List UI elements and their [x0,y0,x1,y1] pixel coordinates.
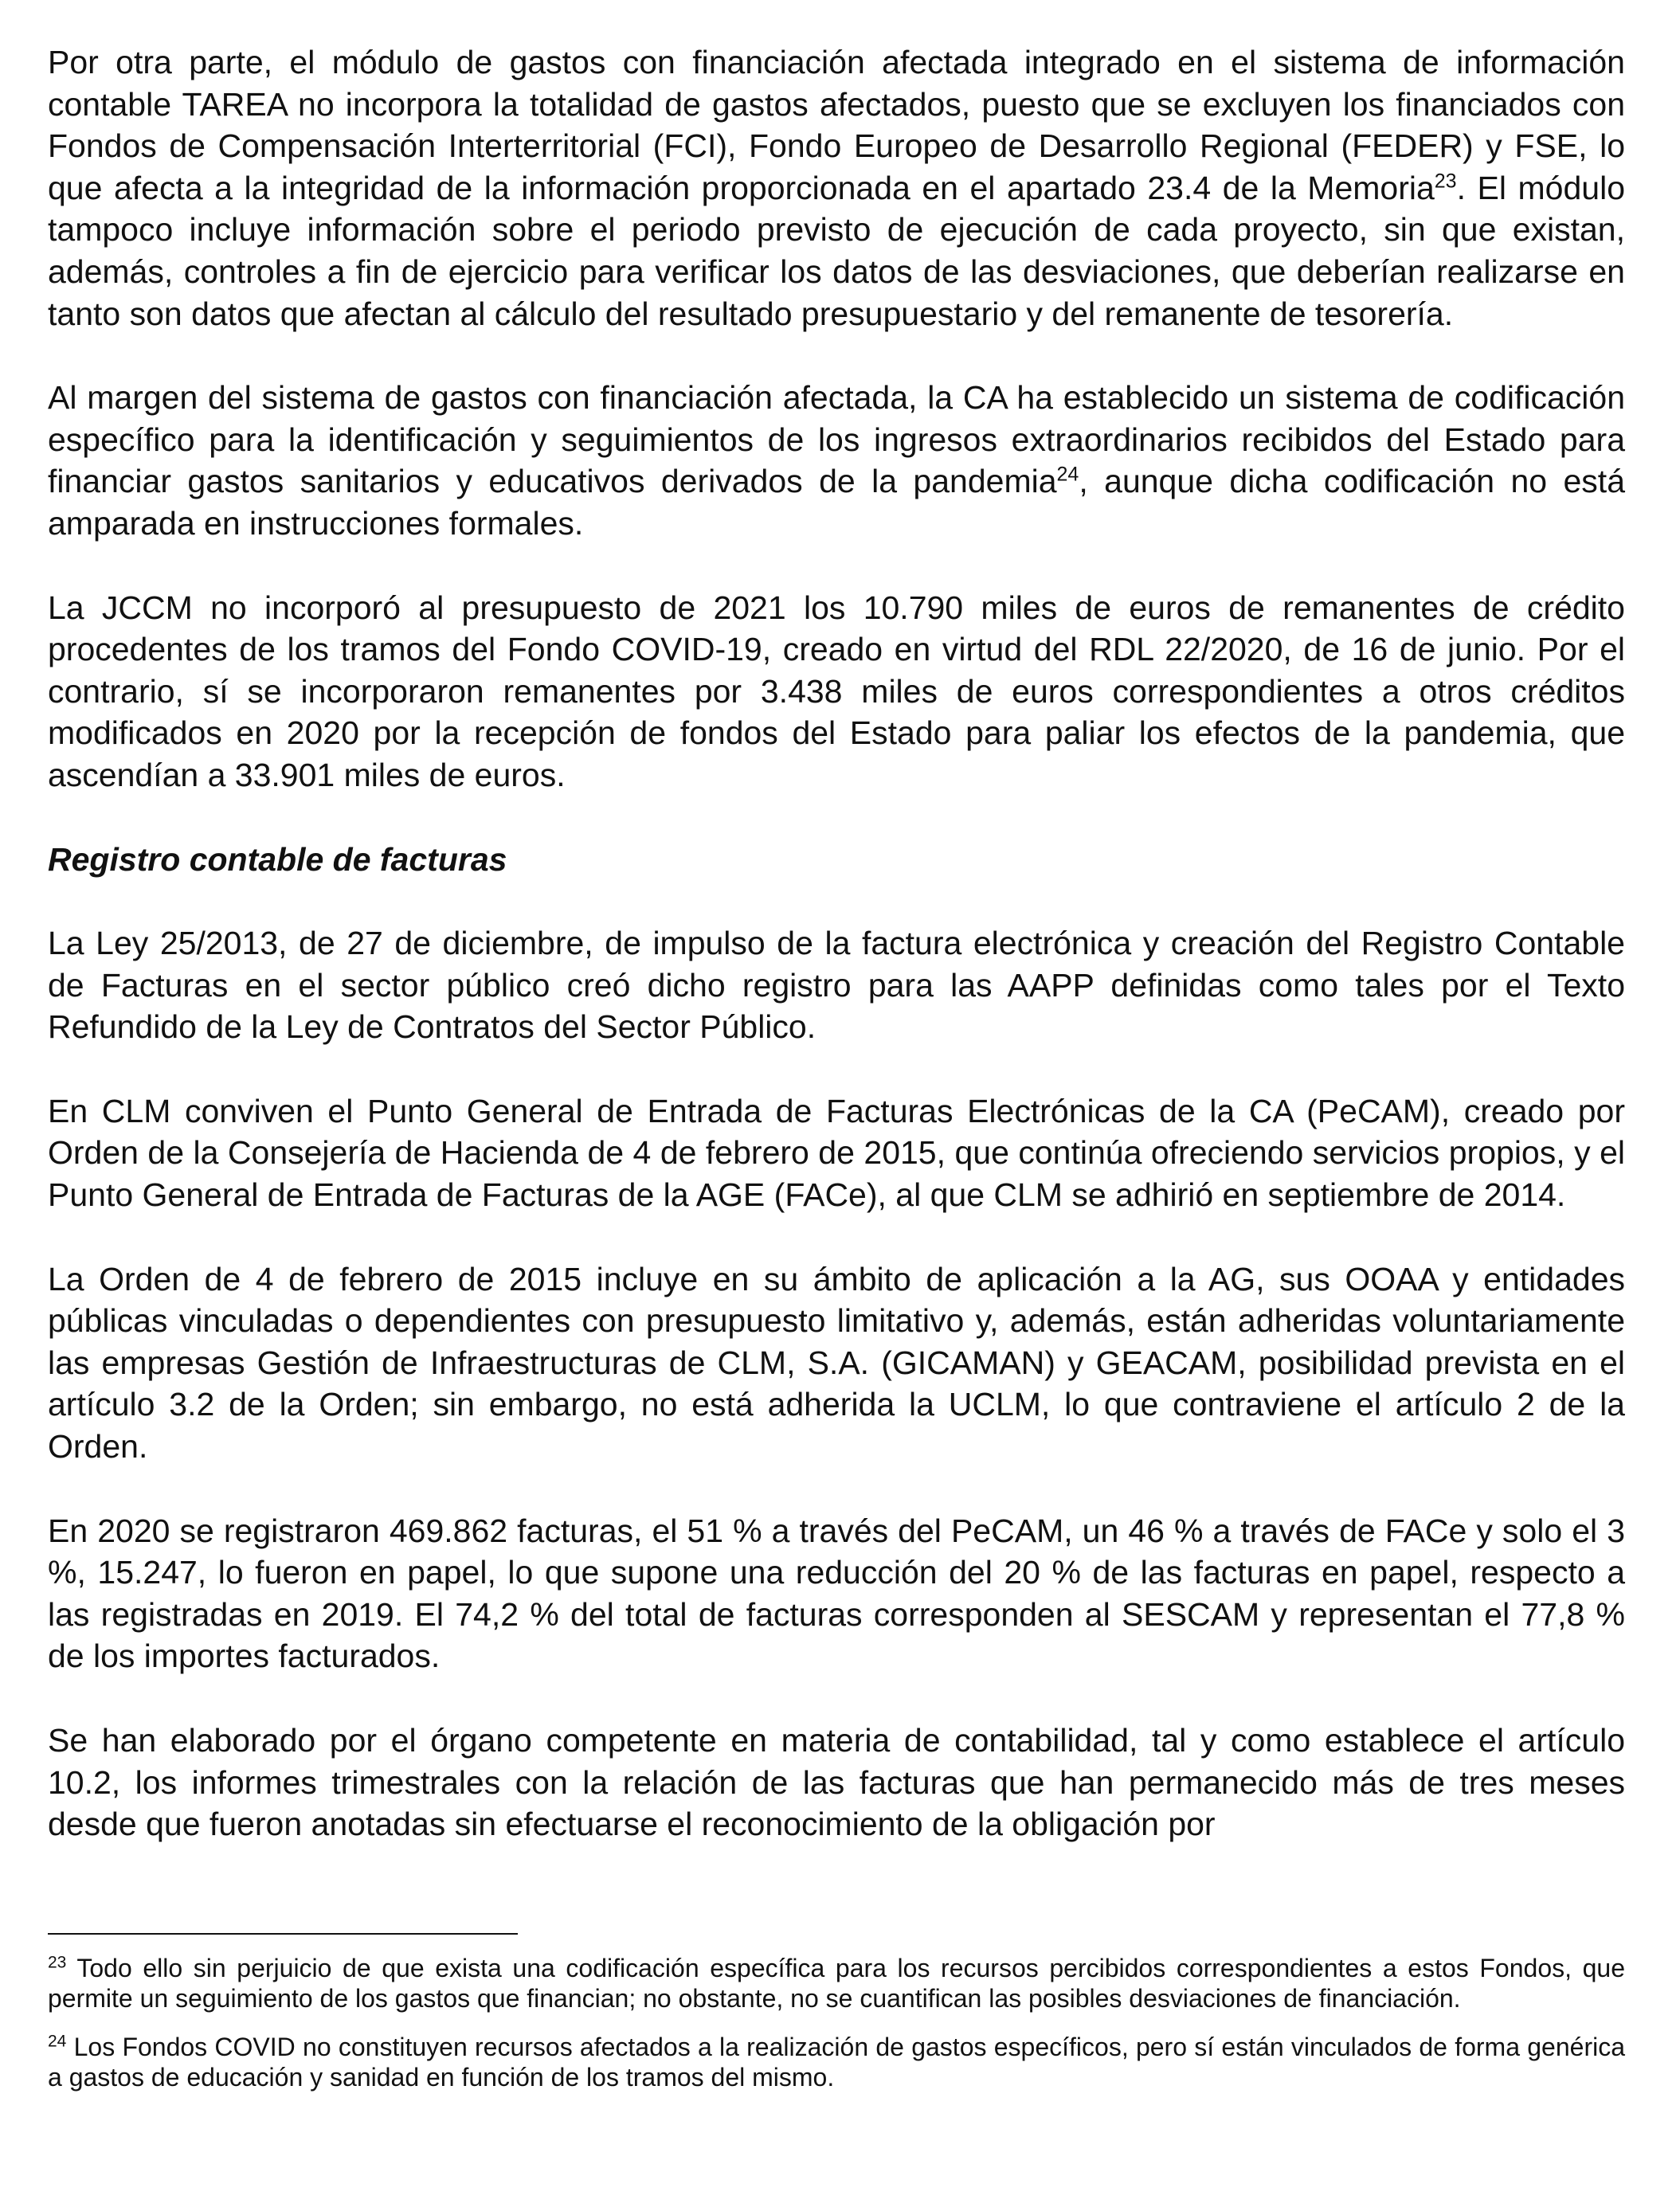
paragraph-codification [48,377,1625,544]
paragraph-invoice-stats: En 2020 se registraron 469.862 facturas, el 51 % a través del PeCAM, un 46 % a través de FACe y solo el 3 %, 15.247, lo fueron en papel, lo que supone una reducción del 20 % de las facturas en papel, respecto a las registradas en 2019. El 74,2 % del total de facturas corresponden al SESCAM y representan el 77,8 % de los importes facturados. [48,1512,1625,1675]
footnote-ref-23[interactable]: 23 [1434,170,1457,193]
footnotes [48,1954,1625,2111]
footnote-ref-24[interactable]: 24 [1056,463,1079,486]
footnote-number: 23 [48,1953,67,1972]
section-heading: Registro contable de facturas [48,840,507,878]
document-body [48,41,1625,1888]
footnote-number: 24 [48,2032,67,2051]
paragraph-orden-scope: La Orden de 4 de febrero de 2015 incluye en su ámbito de aplicación a la AG, sus OOAA y entidades públicas vinculadas o dependientes con presupuesto limitativo y, además, están adheridas voluntariamente las empresas Gestión de Infraestructuras de CLM, S.A. (GICAMAN) y GEACAM, posibilidad prevista en el artículo 3.2 de la Orden; sin embargo, no está adherida la UCLM, lo que contraviene el artículo 2 de la Orden. [48,1260,1625,1466]
footnote-23 [48,1954,1625,2013]
footnote-separator [48,1933,518,1935]
paragraph-text: Por otra parte, el módulo de gastos con financiación afectada integrado en el sistema de información contable TAREA no incorpora la totalidad de gastos afectados, puesto que se excluyen los financiados con Fondos de Compensación Interterritorial (FCI), Fondo Europeo de Desarrollo Regional (FEDER) y FSE, lo que afecta a la integridad de la información proporcionada en el apartado 23.4 de la Memoria [48,44,1625,206]
paragraph-covid-fund: La JCCM no incorporó al presupuesto de 2021 los 10.790 miles de euros de remanentes de crédito procedentes de los tramos del Fondo COVID-19, creado en virtud del RDL 22/2020, de 16 de junio. Por el contrario, sí se incorporaron remanentes por 3.438 miles de euros correspondientes a otros créditos modificados en 2020 por la recepción de fondos del Estado para paliar los efectos de la pandemia, que ascendían a 33.901 miles de euros. [48,589,1625,793]
paragraph-pecam-face: En CLM conviven el Punto General de Entrada de Facturas Electrónicas de la CA (PeCAM), creado por Orden de la Consejería de Hacienda de 4 de febrero de 2015, que continúa ofreciendo servicios propios, y el Punto General de Entrada de Facturas de la AGE (FACe), al que CLM se adhirió en septiembre de 2014. [48,1092,1625,1214]
paragraph-quarterly-reports: Se han elaborado por el órgano competente en materia de contabilidad, tal y como establece el artículo 10.2, los informes trimestrales con la relación de las facturas que han permanecido más de tres meses desde que fueron anotadas sin efectuarse el reconocimiento de la obligación por [48,1722,1625,1843]
paragraph-text: . El módulo tampoco incluye información sobre el periodo previsto de ejecución de cada proyecto, sin que existan, además, controles a fin de ejercicio para verificar los datos de las desviaciones, que deberían realizarse en tanto son datos que afectan al cálculo del resultado presupuestario y del remanente de tesorería. [48,169,1625,332]
footnote-24 [48,2033,1625,2092]
paragraph-law-25-2013: La Ley 25/2013, de 27 de diciembre, de impulso de la factura electrónica y creación del Registro Contable de Facturas en el sector público creó dicho registro para las AAPP definidas como tales por el Texto Refundido de la Ley de Contratos del Sector Público. [48,925,1625,1046]
paragraph-text: Al margen del sistema de gastos con financiación afectada, la CA ha establecido un sistema de codificación específico para la identificación y seguimientos de los ingresos extraordinarios recibidos del Estado para financiar gastos sanitarios y educativos derivados de la pandemia [48,379,1625,500]
footnote-text: Todo ello sin perjuicio de que exista una codificación específica para los recursos percibidos correspondientes a estos Fondos, que permite un seguimiento de los gastos que financian; no obstante, no se cuantifican las posibles desviaciones de financiación. [48,1954,1625,2013]
paragraph-text: , aunque dicha codificación no está amparada en instrucciones formales. [48,463,1625,542]
paragraph-tarea-module [48,41,1625,335]
footnote-text: Los Fondos COVID no constituyen recursos afectados a la realización de gastos específicos, pero sí están vinculados de forma genérica a gastos de educación y sanidad en función de los tramos del mismo. [48,2033,1625,2092]
